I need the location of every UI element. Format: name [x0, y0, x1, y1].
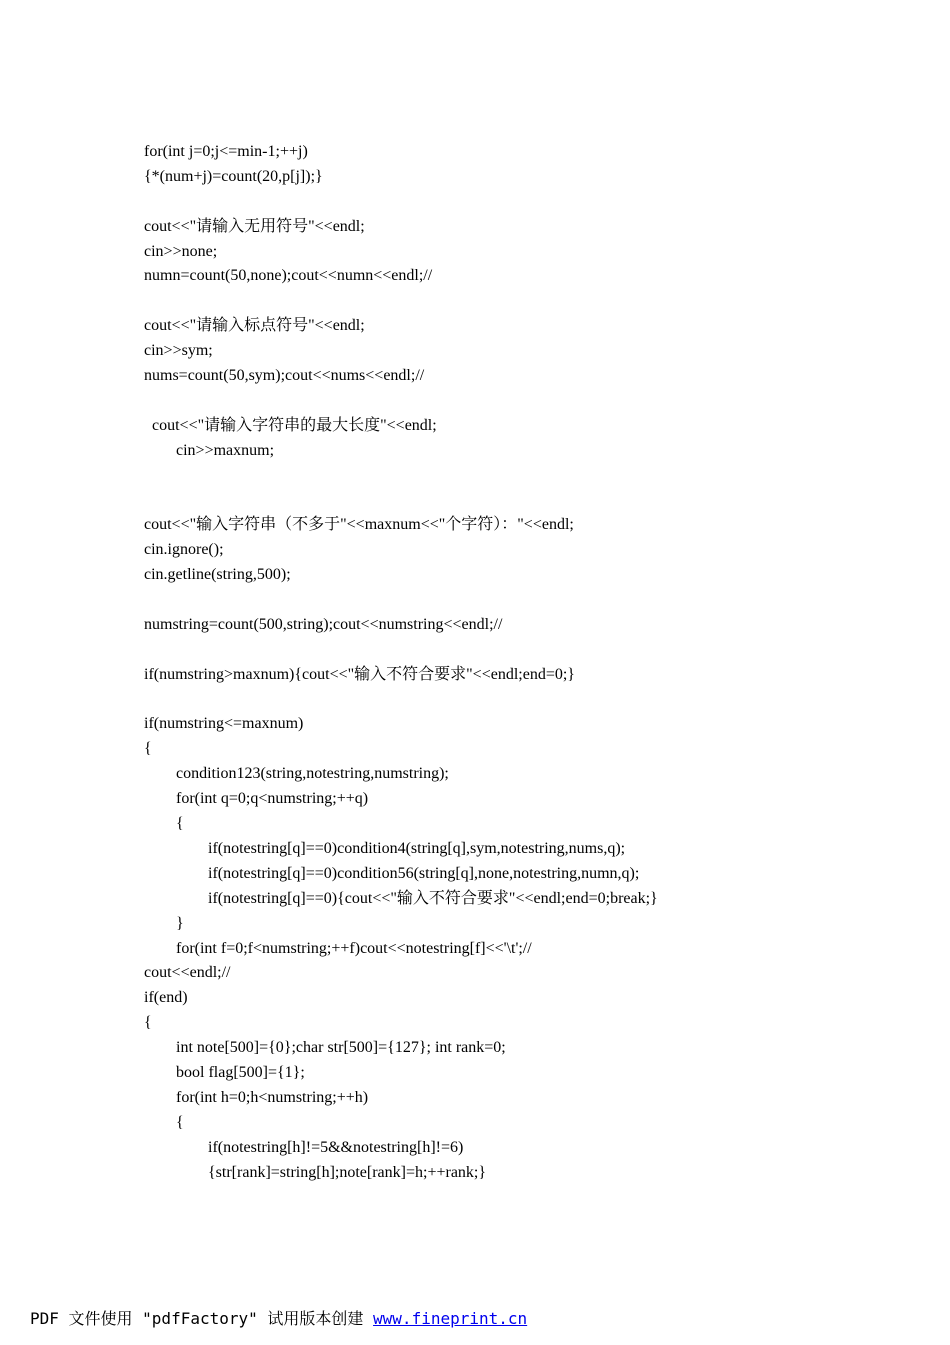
footer-watermark	[30, 1307, 527, 1331]
code-line: if(numstring>maxnum){cout<<"输入不符合要求"<<endl;end=0;}	[144, 665, 575, 683]
code-line: cout<<"请输入标点符号"<<endl;	[144, 317, 365, 335]
code-line: cin>>sym;	[144, 342, 213, 360]
code-listing	[144, 140, 904, 1185]
code-line	[144, 488, 904, 513]
code-line: bool flag[500]={1};	[144, 1063, 305, 1081]
code-line: {str[rank]=string[h];note[rank]=h;++rank;}	[144, 1163, 487, 1181]
code-line: if(notestring[h]!=5&&notestring[h]!=6)	[144, 1138, 464, 1156]
code-line: }	[144, 914, 184, 932]
footer-link[interactable]: www.fineprint.cn	[373, 1309, 528, 1328]
code-line	[144, 190, 904, 215]
code-line: cout<<"请输入无用符号"<<endl;	[144, 217, 365, 235]
code-line: condition123(string,notestring,numstring);	[144, 765, 449, 783]
code-line: cin.getline(string,500);	[144, 566, 291, 584]
code-line: if(numstring<=maxnum)	[144, 715, 304, 733]
code-line	[144, 638, 904, 663]
footer-text: PDF 文件使用 "pdfFactory" 试用版本创建	[30, 1309, 374, 1328]
code-line: for(int j=0;j<=min-1;++j)	[144, 143, 308, 160]
code-line: numstring=count(500,string);cout<<numstring<<endl;//	[144, 615, 503, 633]
code-line: int note[500]={0};char str[500]={127}; int rank=0;	[144, 1039, 506, 1057]
code-line: cin.ignore();	[144, 541, 224, 559]
code-line	[144, 389, 904, 414]
code-line: nums=count(50,sym);cout<<nums<<endl;//	[144, 367, 425, 385]
code-line: numn=count(50,none);cout<<numn<<endl;//	[144, 267, 433, 285]
code-line	[144, 464, 904, 489]
code-line: {	[144, 740, 152, 758]
code-line: {	[144, 1014, 152, 1032]
code-line: {	[144, 815, 184, 833]
code-line: if(end)	[144, 989, 188, 1007]
code-line: cin>>maxnum;	[144, 441, 275, 459]
code-line: cin>>none;	[144, 242, 218, 260]
code-line: cout<<endl;//	[144, 964, 231, 982]
code-line: if(notestring[q]==0)condition56(string[q],none,notestring,numn,q);	[144, 864, 640, 882]
code-line: cout<<"请输入字符串的最大长度"<<endl;	[144, 416, 437, 434]
code-line	[144, 688, 904, 713]
code-line	[144, 289, 904, 314]
code-line: for(int h=0;h<numstring;++h)	[144, 1088, 369, 1106]
code-line: for(int f=0;f<numstring;++f)cout<<notestring[f]<<'\t';//	[144, 939, 532, 957]
code-line: cout<<"输入字符串（不多于"<<maxnum<<"个字符）："<<endl;	[144, 516, 574, 534]
code-line: {	[144, 1113, 184, 1131]
code-line: if(notestring[q]==0){cout<<"输入不符合要求"<<endl;end=0;break;}	[144, 889, 658, 907]
code-line: if(notestring[q]==0)condition4(string[q],sym,notestring,nums,q);	[144, 839, 626, 857]
code-line: {*(num+j)=count(20,p[j]);}	[144, 167, 323, 185]
code-line	[144, 588, 904, 613]
code-line: for(int q=0;q<numstring;++q)	[144, 790, 369, 808]
